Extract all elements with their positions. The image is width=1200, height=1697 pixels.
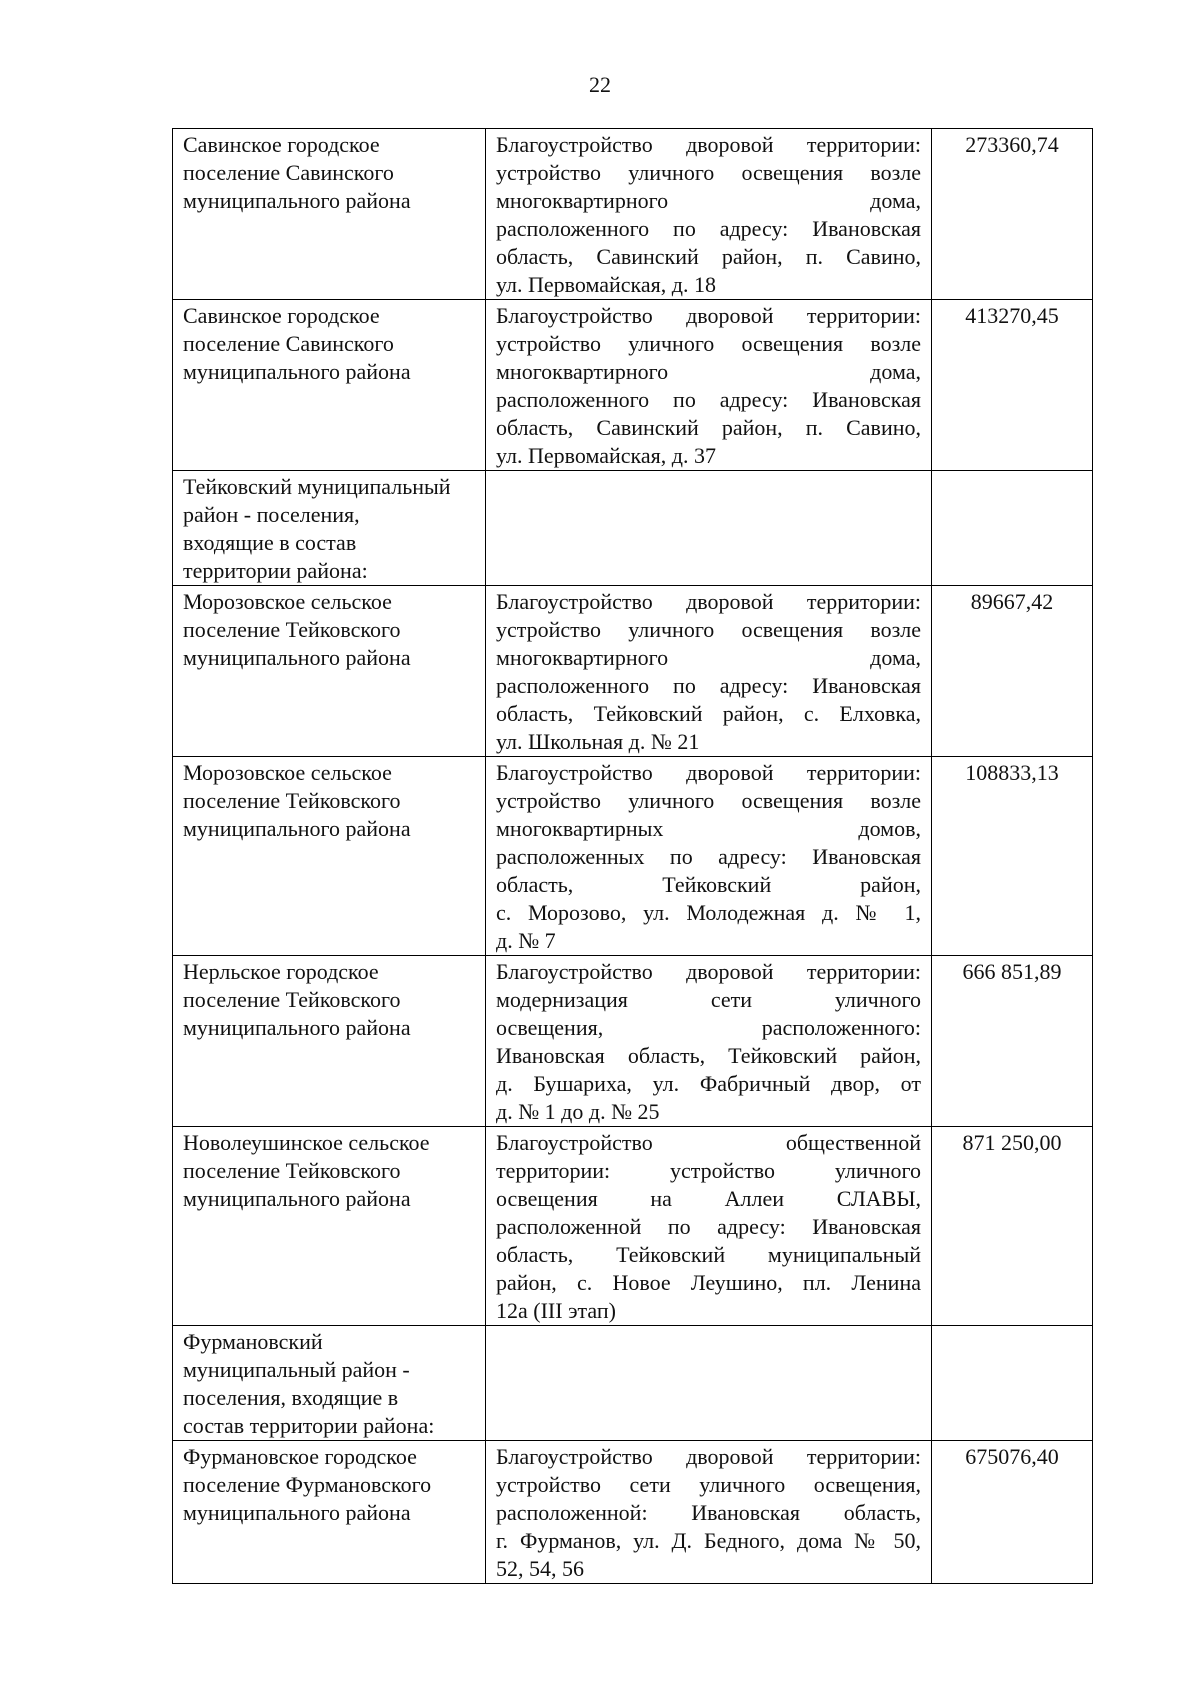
- work-description-line: Благоустройство дворовой территории:: [496, 132, 921, 157]
- settlement-name-line: входящие в состав: [183, 530, 357, 555]
- work-description-line: многоквартирного дома,: [496, 645, 921, 670]
- work-description-line: д. Бушариха, ул. Фабричный двор, от: [496, 1071, 921, 1096]
- settlement-name-cell: [173, 757, 486, 956]
- work-description-line: расположенной: Ивановская область,: [496, 1500, 921, 1525]
- work-description-line: область, Савинский район, п. Савино,: [496, 244, 921, 269]
- work-description-line: модернизация сети уличного: [496, 987, 921, 1012]
- settlement-name-line: поселение Фурмановского: [183, 1472, 432, 1497]
- settlement-name-line: Морозовское сельское: [183, 760, 392, 785]
- work-description-line: территории: устройство уличного: [496, 1158, 921, 1183]
- work-description-line: 52, 54, 56: [496, 1556, 584, 1581]
- work-description-line: многоквартирного дома,: [496, 188, 921, 213]
- work-description-line: д. № 1 до д. № 25: [496, 1099, 660, 1124]
- work-description-cell: [486, 1326, 932, 1441]
- settlement-name-line: состав территории района:: [183, 1413, 435, 1438]
- table-body: [173, 129, 1093, 1584]
- work-description-line: расположенного по адресу: Ивановская: [496, 216, 921, 241]
- work-description-line: г. Фурманов, ул. Д. Бедного, дома № 50,: [496, 1528, 921, 1553]
- amount-cell: 89667,42: [932, 586, 1093, 757]
- work-description-line: расположенного по адресу: Ивановская: [496, 673, 921, 698]
- settlement-name-cell: [173, 300, 486, 471]
- work-description-line: Благоустройство общественной: [496, 1130, 921, 1155]
- settlement-name-line: Нерльское городское: [183, 959, 379, 984]
- settlement-name-line: муниципального района: [183, 359, 411, 384]
- settlement-name-cell: [173, 1326, 486, 1441]
- settlement-name-line: поселение Тейковского: [183, 788, 401, 813]
- work-description-line: Благоустройство дворовой территории:: [496, 589, 921, 614]
- settlement-name-line: Фурмановское городское: [183, 1444, 417, 1469]
- work-description-line: устройство сети уличного освещения,: [496, 1472, 921, 1497]
- settlement-name-line: Савинское городское: [183, 132, 380, 157]
- work-description-line: освещения на Аллеи СЛАВЫ,: [496, 1186, 921, 1211]
- table-row: [173, 1326, 1093, 1441]
- settlement-name-line: Тейковский муниципальный: [183, 474, 451, 499]
- settlement-name-line: поселения, входящие в: [183, 1385, 399, 1410]
- work-description-line: 12а (III этап): [496, 1298, 616, 1323]
- settlement-name-cell: [173, 129, 486, 300]
- table-row: [173, 1127, 1093, 1326]
- work-description-line: многоквартирного дома,: [496, 359, 921, 384]
- amount-cell: 871 250,00: [932, 1127, 1093, 1326]
- work-description-line: расположенного по адресу: Ивановская: [496, 387, 921, 412]
- work-description-line: устройство уличного освещения возле: [496, 160, 921, 185]
- table-row: [173, 129, 1093, 300]
- settlement-name-cell: [173, 956, 486, 1127]
- work-description-cell: [486, 300, 932, 471]
- settlement-name-line: муниципального района: [183, 645, 411, 670]
- work-description-line: устройство уличного освещения возле: [496, 617, 921, 642]
- work-description-line: устройство уличного освещения возле: [496, 331, 921, 356]
- work-description-line: Благоустройство дворовой территории:: [496, 959, 921, 984]
- settlement-name-cell: [173, 471, 486, 586]
- table-row: [173, 1441, 1093, 1584]
- work-description-line: расположенной по адресу: Ивановская: [496, 1214, 921, 1239]
- work-description-cell: [486, 1441, 932, 1584]
- work-description-cell: [486, 586, 932, 757]
- amount-cell: 273360,74: [932, 129, 1093, 300]
- page-number: 22: [589, 72, 611, 97]
- work-description-line: Благоустройство дворовой территории:: [496, 1444, 921, 1469]
- table-row: [173, 956, 1093, 1127]
- amount-cell: [932, 1326, 1093, 1441]
- work-description-line: Благоустройство дворовой территории:: [496, 303, 921, 328]
- settlement-name-line: муниципального района: [183, 188, 411, 213]
- settlement-name-line: поселение Тейковского: [183, 617, 401, 642]
- settlement-name-line: муниципального района: [183, 1186, 411, 1211]
- table-row: [173, 757, 1093, 956]
- work-description-line: область, Тейковский район,: [496, 872, 921, 897]
- settlement-name-line: Морозовское сельское: [183, 589, 392, 614]
- table-row: [173, 586, 1093, 757]
- work-description-line: д. № 7: [496, 928, 556, 953]
- settlement-name-line: район - поселения,: [183, 502, 360, 527]
- settlement-name-line: Фурмановский: [183, 1329, 323, 1354]
- work-description-line: область, Тейковский муниципальный: [496, 1242, 921, 1267]
- work-description-line: ул. Первомайская, д. 37: [496, 443, 716, 468]
- work-description-line: устройство уличного освещения возле: [496, 788, 921, 813]
- settlement-name-line: поселение Савинского: [183, 331, 394, 356]
- work-description-line: Ивановская область, Тейковский район,: [496, 1043, 921, 1068]
- work-description-cell: [486, 1127, 932, 1326]
- work-description-cell: [486, 471, 932, 586]
- settlement-name-line: муниципального района: [183, 816, 411, 841]
- work-description-line: район, с. Новое Леушино, пл. Ленина: [496, 1270, 921, 1295]
- amount-cell: 413270,45: [932, 300, 1093, 471]
- settlement-name-line: поселение Савинского: [183, 160, 394, 185]
- work-description-line: область, Савинский район, п. Савино,: [496, 415, 921, 440]
- settlement-name-line: территории района:: [183, 558, 368, 583]
- work-description-line: расположенных по адресу: Ивановская: [496, 844, 921, 869]
- work-description-line: многоквартирных домов,: [496, 816, 921, 841]
- amount-cell: 108833,13: [932, 757, 1093, 956]
- settlement-name-cell: [173, 1127, 486, 1326]
- settlement-name-line: муниципального района: [183, 1500, 411, 1525]
- amount-cell: [932, 471, 1093, 586]
- work-description-line: ул. Школьная д. № 21: [496, 729, 700, 754]
- work-description-line: ул. Первомайская, д. 18: [496, 272, 716, 297]
- settlement-name-line: поселение Тейковского: [183, 987, 401, 1012]
- work-description-line: с. Морозово, ул. Молодежная д. № 1,: [496, 900, 921, 925]
- settlement-name-cell: [173, 586, 486, 757]
- settlement-name-line: Новолеушинское сельское: [183, 1130, 430, 1155]
- table-row: [173, 300, 1093, 471]
- settlement-name-line: Савинское городское: [183, 303, 380, 328]
- work-description-line: освещения, расположенного:: [496, 1015, 921, 1040]
- settlement-name-line: муниципального района: [183, 1015, 411, 1040]
- amount-cell: 675076,40: [932, 1441, 1093, 1584]
- amount-cell: 666 851,89: [932, 956, 1093, 1127]
- settlement-name-line: поселение Тейковского: [183, 1158, 401, 1183]
- work-description-line: Благоустройство дворовой территории:: [496, 760, 921, 785]
- work-description-cell: [486, 956, 932, 1127]
- work-description-cell: [486, 757, 932, 956]
- work-description-line: область, Тейковский район, с. Елховка,: [496, 701, 921, 726]
- settlement-name-cell: [173, 1441, 486, 1584]
- funding-table: [172, 128, 1093, 1584]
- table-row: [173, 471, 1093, 586]
- settlement-name-line: муниципальный район -: [183, 1357, 410, 1382]
- work-description-cell: [486, 129, 932, 300]
